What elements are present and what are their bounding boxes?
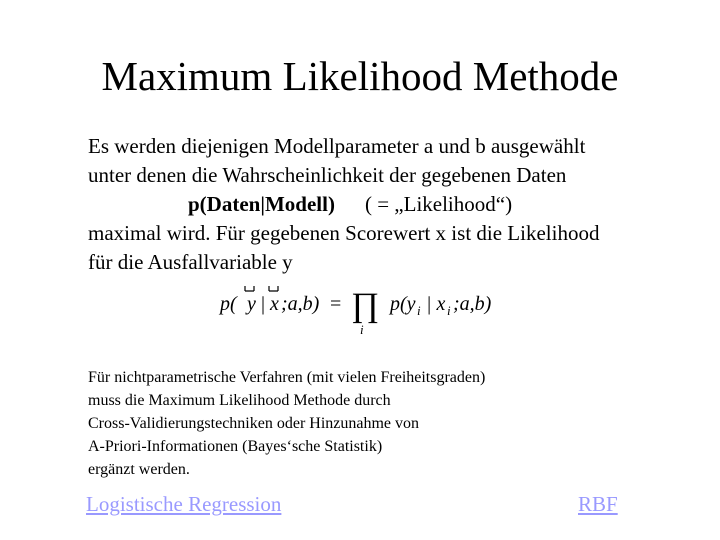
main-text: [88, 132, 708, 277]
note-text: [88, 366, 688, 481]
formula-p-left: p(: [220, 293, 237, 315]
note-line-5: ergänzt werden.: [88, 461, 190, 478]
likelihood-formula: [220, 282, 510, 340]
formula-y: y: [247, 293, 256, 315]
note-line-2: muss die Maximum Likelihood Methode durch: [88, 392, 391, 409]
formula-bar: |: [261, 293, 266, 315]
prev-slide-link[interactable]: Logistische Regression: [86, 492, 282, 516]
note-line-3: Cross-Validierungstechniken oder Hinzunahme von: [88, 415, 420, 432]
formula-params-left: ;a,b): [281, 293, 320, 315]
text-line-5: für die Ausfallvariable y: [88, 250, 293, 274]
text-line-2: unter denen die Wahrscheinlichkeit der gegebenen Daten: [88, 163, 567, 187]
product-symbol: ∏: [351, 287, 379, 324]
likelihood-note: ( = „Likelihood“): [364, 192, 513, 216]
y-breve-mark: [245, 286, 254, 291]
next-slide-link[interactable]: RBF: [578, 492, 618, 516]
formula-index: i: [360, 322, 364, 337]
formula-p-right: p(y: [390, 293, 416, 315]
formula-sub-i1: i: [417, 303, 421, 318]
likelihood-expression: p(Daten|Modell): [188, 192, 335, 216]
formula-sub-i2: i: [447, 303, 451, 318]
text-line-1: Es werden diejenigen Modellparameter a und b ausgewählt: [88, 134, 586, 158]
x-breve-mark: [269, 286, 278, 291]
text-line-3: [88, 190, 708, 219]
formula-bar2: | x: [426, 293, 446, 315]
text-line-4: maximal wird. Für gegebenen Scorewert x ist die Likelihood: [88, 221, 600, 245]
formula-params-right: ;a,b): [453, 293, 492, 315]
formula-equals: =: [330, 293, 342, 315]
likelihood-formula-svg: [220, 282, 510, 340]
note-line-4: A-Priori-Informationen (Bayes‘sche Statistik): [88, 438, 383, 455]
note-line-1: Für nichtparametrische Verfahren (mit vielen Freiheitsgraden): [88, 369, 486, 386]
formula-x: x: [270, 293, 279, 315]
slide-title: Maximum Likelihood Methode: [101, 53, 619, 99]
